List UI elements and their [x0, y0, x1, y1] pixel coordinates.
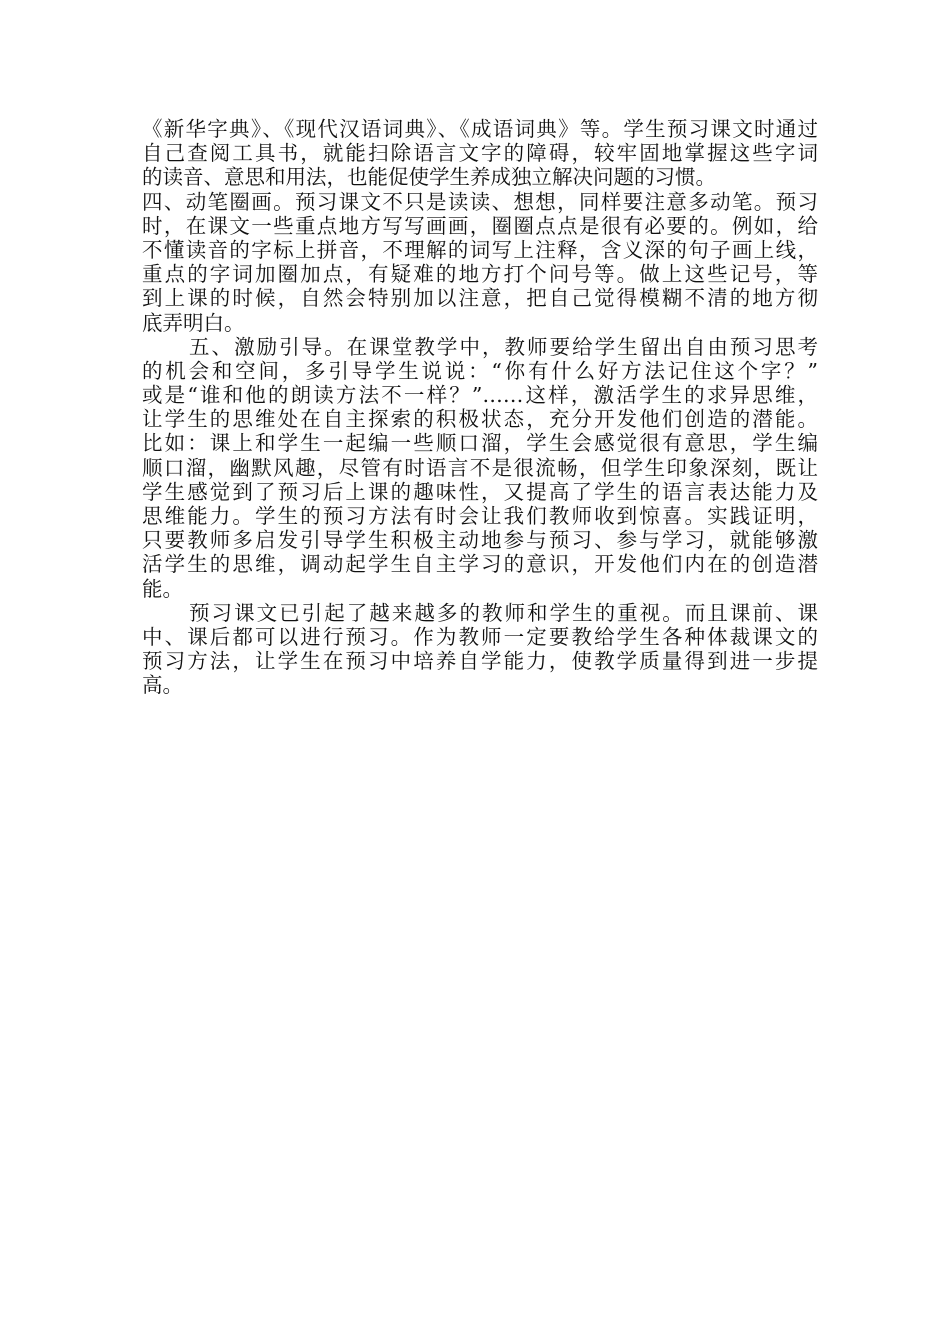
- text-line: 能。: [142, 576, 183, 601]
- text-line: 学生感觉到了预习后上课的趣味性，又提高了学生的语言表达能力及: [142, 479, 818, 504]
- text-line: 高。: [142, 673, 183, 698]
- text-line: 只要教师多启发引导学生积极主动地参与预习、参与学习，就能够激: [142, 528, 818, 553]
- text-line: 让学生的思维处在自主探索的积极状态，充分开发他们创造的潜能。: [142, 407, 818, 432]
- paragraph-start-line: 预习课文已引起了越来越多的教师和学生的重视。而且课前、课: [189, 600, 818, 625]
- text-line: 比如：课上和学生一起编一些顺口溜，学生会感觉很有意思，学生编: [142, 431, 818, 456]
- document-page: [142, 117, 818, 698]
- text-line: 中、课后都可以进行预习。作为教师一定要教给学生各种体裁课文的: [142, 624, 818, 649]
- text-line: 到上课的时候，自然会特别加以注意，把自己觉得模糊不清的地方彻: [142, 286, 818, 311]
- text-line: 活学生的思维，调动起学生自主学习的意识，开发他们内在的创造潜: [142, 552, 818, 577]
- text-line: 或是“谁和他的朗读方法不一样？”……这样，激活学生的求异思维，: [142, 383, 818, 408]
- text-line: 顺口溜，幽默风趣，尽管有时语言不是很流畅，但学生印象深刻，既让: [142, 455, 818, 480]
- text-line: 不懂读音的字标上拼音，不理解的词写上注释，含义深的句子画上线，: [142, 237, 818, 262]
- text-line: 《新华字典》、《现代汉语词典》、《成语词典》等。学生预习课文时通过: [142, 117, 818, 141]
- section-heading-line: 四、动笔圈画。预习课文不只是读读、想想，同样要注意多动笔。预习: [142, 189, 818, 214]
- text-line: 的读音、意思和用法，也能促使学生养成独立解决问题的习惯。: [142, 165, 716, 190]
- text-line: 底弄明白。: [142, 310, 245, 335]
- text-line: 思维能力。学生的预习方法有时会让我们教师收到惊喜。实践证明，: [142, 504, 818, 528]
- text-line: 时，在课文一些重点地方写写画画，圈圈点点是很有必要的。例如，给: [142, 213, 818, 238]
- text-line: 重点的字词加圈加点，有疑难的地方打个问号等。做上这些记号，等: [142, 262, 818, 287]
- section-heading-line: 五、激励引导。在课堂教学中，教师要给学生留出自由预习思考: [189, 334, 818, 359]
- text-line: 的机会和空间，多引导学生说说：“你有什么好方法记住这个字？”: [142, 358, 818, 383]
- text-line: 预习方法，让学生在预习中培养自学能力，使教学质量得到进一步提: [142, 649, 818, 674]
- text-line: 自己查阅工具书，就能扫除语言文字的障碍，较牢固地掌握这些字词: [142, 141, 818, 166]
